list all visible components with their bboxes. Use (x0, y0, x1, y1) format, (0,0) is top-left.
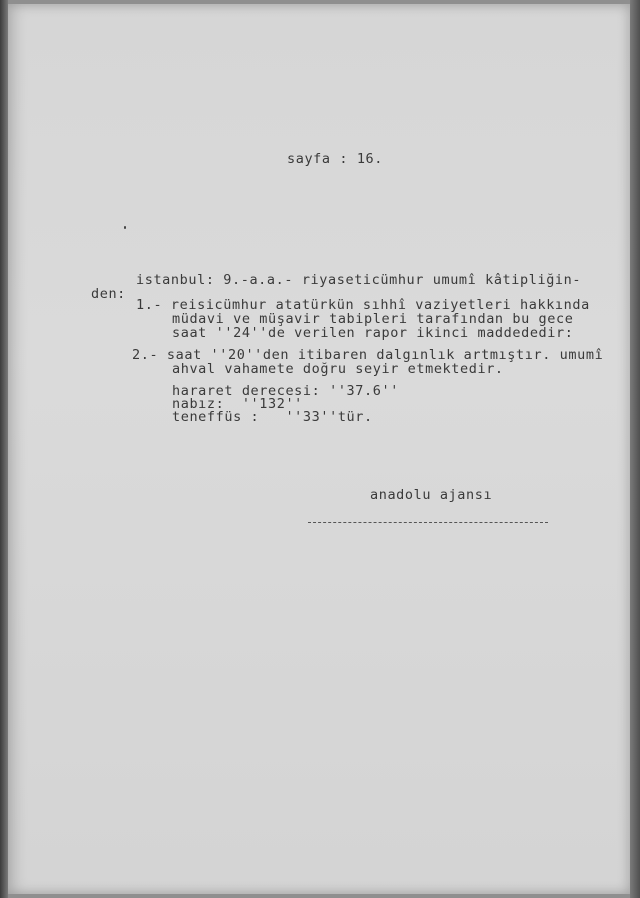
pulse-line: nabız: ''132'' (172, 396, 303, 412)
item-2-line-1: 2.- saat ''20''den itibaren dalgınlık artmıştır. umumî (132, 347, 604, 363)
scan-left-edge (0, 0, 8, 898)
scan-right-edge (630, 0, 640, 898)
dateline-continuation: den: (91, 286, 126, 302)
dateline: istanbul: 9.-a.a.- riyaseticümhur umumî kâtipliğin- (136, 272, 582, 288)
temperature-line: hararet derecesi: ''37.6'' (172, 383, 399, 399)
item-1-line-3: saat ''24''de verilen rapor ikinci maddededir: (172, 325, 574, 341)
agency-signature: anadolu ajansı (370, 487, 493, 503)
page-number: sayfa : 16. (287, 151, 384, 167)
item-1-line-1: 1.- reisicümhur atatürkün sıhhî vaziyetleri hakkında (136, 297, 590, 313)
item-1-line-2: müdavi ve müşavir tabipleri tarafından bu gece (172, 311, 574, 327)
item-2-line-2: ahval vahamete doğru seyir etmektedir. (172, 361, 504, 377)
paper-speck (124, 226, 126, 229)
signature-underline (308, 522, 548, 523)
document-page (8, 4, 630, 894)
respiration-line: teneffüs : ''33''tür. (172, 409, 373, 425)
